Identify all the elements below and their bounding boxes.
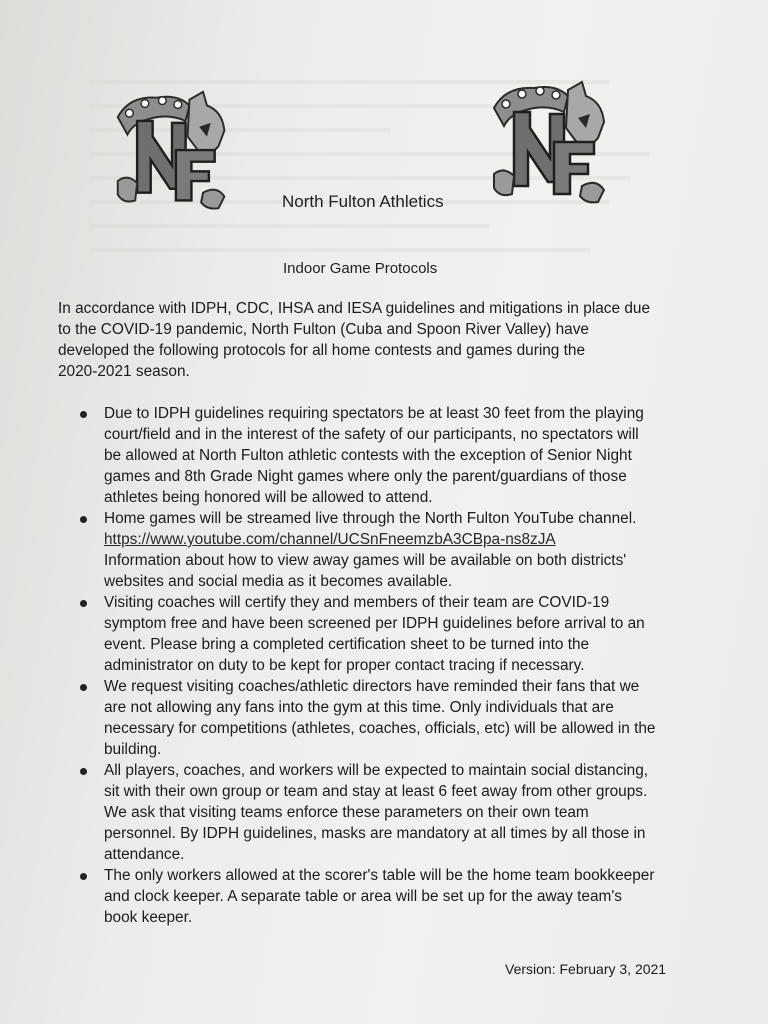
protocol-line: attendance. (104, 846, 185, 863)
protocol-line: Visiting coaches will certify they and members of their team are COVID-19 (104, 594, 610, 611)
protocol-item (80, 865, 690, 928)
protocol-line: All players, coaches, and workers will be expected to maintain social distancing, (104, 762, 649, 779)
protocol-item (80, 403, 690, 508)
protocol-line: games and 8th Grade Night games where only the parent/guardians of those (104, 468, 627, 485)
protocol-line: sit with their own group or team and stay at least 6 feet away from other groups. (104, 783, 648, 800)
document-subtitle: Indoor Game Protocols (283, 260, 438, 277)
protocol-line: be allowed at North Fulton athletic contests with the exception of Senior Night (104, 447, 632, 464)
version-date: Version: February 3, 2021 (505, 961, 667, 977)
protocol-line: building. (104, 741, 162, 758)
protocol-line: We request visiting coaches/athletic directors have reminded their fans that we (104, 678, 640, 695)
intro-paragraph (58, 298, 678, 382)
intro-line: to the COVID-19 pandemic, North Fulton (Cuba and Spoon River Valley) have (58, 321, 589, 338)
intro-line: 2020-2021 season. (58, 363, 190, 380)
protocol-line: athletes being honored will be allowed to attend. (104, 489, 433, 506)
bullet-icon (80, 873, 87, 880)
wildcat-logo-icon (486, 78, 616, 208)
wildcat-logo-icon (110, 88, 236, 214)
bullet-icon (80, 600, 87, 607)
youtube-channel-link[interactable]: https://www.youtube.com/channel/UCSnFneemzbA3CBpa-ns8zJA (104, 531, 556, 548)
protocol-line: We ask that visiting teams enforce these parameters on their own team (104, 804, 589, 821)
protocol-line: Due to IDPH guidelines requiring spectators be at least 30 feet from the playing (104, 405, 644, 422)
protocol-line: websites and social media as it becomes available. (104, 573, 453, 590)
protocol-item (80, 760, 690, 865)
protocol-line: court/field and in the interest of the safety of our participants, no spectators will (104, 426, 639, 443)
protocol-line: administrator on duty to be kept for proper contact tracing if necessary. (104, 657, 585, 674)
protocol-line: Home games will be streamed live through the North Fulton YouTube channel. (104, 510, 637, 527)
protocol-line: necessary for competitions (athletes, coaches, officials, etc) will be allowed in the (104, 720, 656, 737)
protocol-line: book keeper. (104, 909, 193, 926)
protocol-line: event. Please bring a completed certification sheet to be turned into the (104, 636, 590, 653)
bullet-icon (80, 516, 87, 523)
bullet-icon (80, 684, 87, 691)
protocol-line: personnel. By IDPH guidelines, masks are mandatory at all times by all those in (104, 825, 646, 842)
protocol-item (80, 592, 690, 676)
protocol-list (80, 403, 690, 928)
protocol-line: Information about how to view away games will be available on both districts' (104, 552, 627, 569)
intro-line: In accordance with IDPH, CDC, IHSA and IESA guidelines and mitigations in place due (58, 300, 651, 317)
protocol-item (80, 676, 690, 760)
protocol-line: and clock keeper. A separate table or area will be set up for the away team's (104, 888, 622, 905)
protocol-line: symptom free and have been screened per IDPH guidelines before arrival to an (104, 615, 645, 632)
protocol-line: are not allowing any fans into the gym at this time. Only individuals that are (104, 699, 614, 716)
bullet-icon (80, 411, 87, 418)
document-title: North Fulton Athletics (282, 192, 444, 211)
intro-line: developed the following protocols for all home contests and games during the (58, 342, 586, 359)
protocol-item (80, 508, 690, 592)
protocol-line: The only workers allowed at the scorer's table will be the home team bookkeeper (104, 867, 655, 884)
bullet-icon (80, 768, 87, 775)
